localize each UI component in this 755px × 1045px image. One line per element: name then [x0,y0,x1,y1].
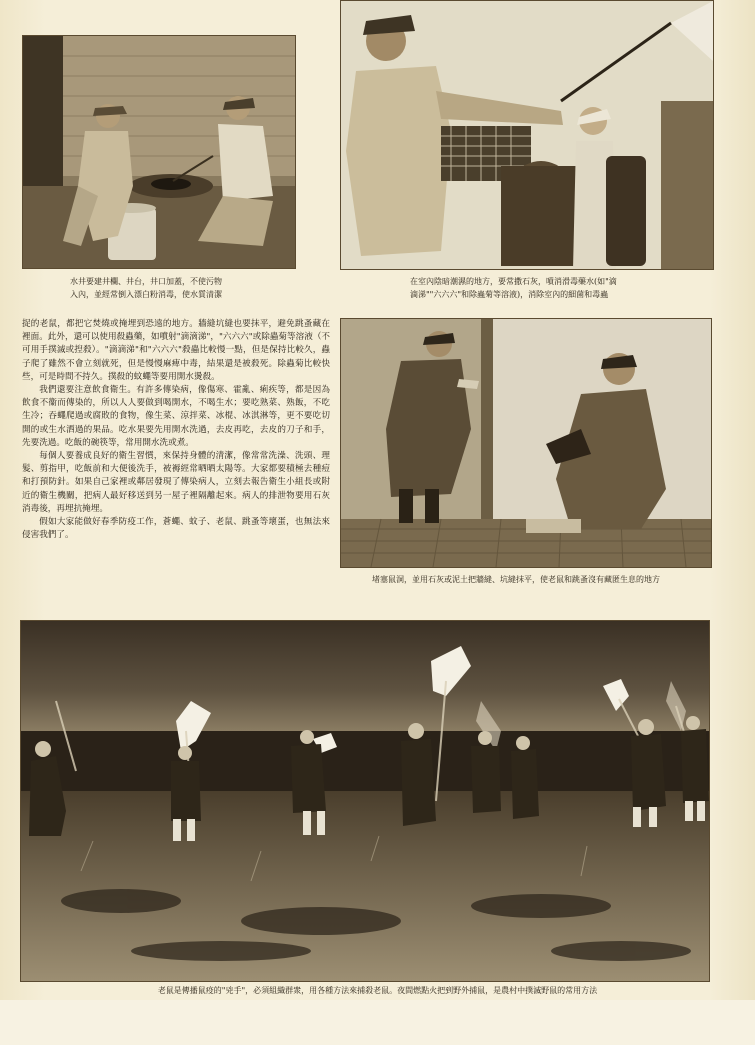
well-workers-image [23,36,295,268]
caption-spraying: 在室內陰暗潮濕的地方，要常撒石灰，噴消滑毒藥水(如"滴 滴涕""六六六"和除蟲菊等溶液)，消除室內的細菌和毒蟲 [410,277,617,299]
article-paragraph-3: 每個人要養成良好的衛生習慣，來保持身體的清潔，像常常洗澡、洗頭、理髮、剪指甲，吃飯前和大便後洗手，被褥經常晒晒太陽等。大家都要積極去種痘和打預防針。如果自己家裡或鄰居發現了傳染病人，立刻去報告衛生小組長或附近的衛生機關，把病人最好移送到另一屋子裡隔離起來。病人的排泄物要用石灰消毒後，再埋抗掩埋。 [22,451,330,514]
caption-well: 水井要建井欄、井台，井口加蓋，不使污物 入內，並經常倒入漂白粉消毒，使水質清潔 [70,277,222,299]
caption-sealing-holes: 堵塞鼠洞，並用石灰或泥土把牆縫、坑縫抹平，使老鼠和跳蚤沒有藏匿生息的地方 [372,575,660,584]
article-body [22,318,330,542]
article-paragraph-2: 我們還要注意飲食衛生。有許多傳染病，像傷寒、霍亂、痢疾等，都是因為飲食不衞而傳染的，所以人人要做到喝開水，不喝生水；要吃熟菜、熟飯，不吃生冷；吞蠅爬過或腐敗的食物，像生菜、涼拌菜、冰棍、冰淇淋等，更不要吃切開的或生水洒過的果品。吃水果要先用開水洗過，去皮再吃，去皮的刀子和手，先要洗過。吃飯的碗筷等，常用開水洗或煮。 [22,385,330,448]
photo-rat-catching [20,620,710,982]
photo-spraying [340,0,714,270]
caption-rat-catching: 老鼠是傳播鼠疫的"兇手"，必須組織群衆，用各種方法來捕殺老鼠。夜間燃點火把到野外捕鼠，是農村中撲滅野鼠的常用方法 [157,986,598,995]
page-bottom-margin [0,1000,755,1045]
article-paragraph-4: 假如大家能做好春季防疫工作，蒼蠅、蚊子、老鼠、跳蚤等壞蛋，也無法來侵害我們了。 [22,517,330,541]
spraying-image [341,1,713,269]
photo-sealing-holes [340,318,712,568]
rat-catching-image [21,621,709,981]
photo-well-workers [22,35,296,269]
sealing-holes-image [341,319,711,567]
article-paragraph-1: 捉的老鼠，都把它焚燒或掩埋到恐遠的地方。牆縫坑縫也要抹平，避免跳蚤藏在裡面。此外，還可以使用殺蟲藥，如噴射"滴滴涕"，"六六六"或除蟲菊等溶液（不可用手撲滅或揑殺）。"滴滴涕"和"六六六"殺蟲比較慢一點，但是保持比較久，蟲子爬了雖然不會立刻就死，但是慢慢麻痺中毒，結果還是被殺死。除蟲菊比較快些，可是時間不持久。撲殺的蚊蠅等要用開水燙殺。 [22,319,331,382]
